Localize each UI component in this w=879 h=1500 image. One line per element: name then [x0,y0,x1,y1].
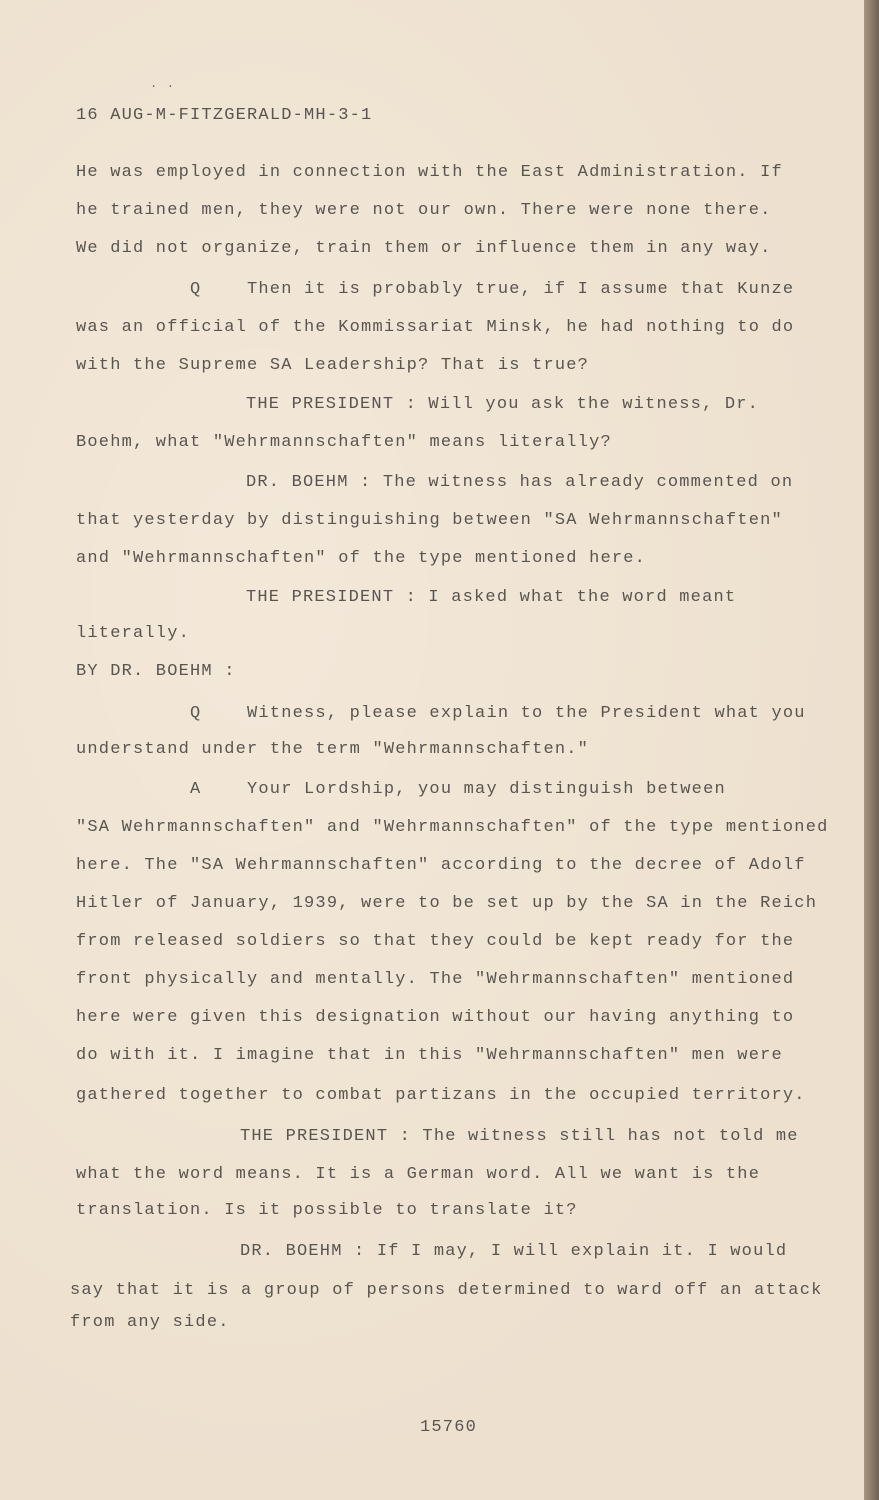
text-line: "SA Wehrmannschaften" and "Wehrmannschaften" of the type mentioned [76,818,829,837]
text-line: front physically and mentally. The "Wehrmannschaften" mentioned [76,970,795,989]
page-header: 16 AUG-M-FITZGERALD-MH-3-1 [76,106,373,125]
text-line: from released soldiers so that they could be kept ready for the [76,932,795,951]
text-line: THE PRESIDENT : I asked what the word meant [246,588,737,607]
text-line: do with it. I imagine that in this "Wehrmannschaften" men were [76,1046,783,1065]
text-line: that yesterday by distinguishing between "SA Wehrmannschaften" [76,511,783,530]
text-line: understand under the term "Wehrmannschaften." [76,740,590,759]
text-line: here. The "SA Wehrmannschaften" according to the decree of Adolf [76,856,806,875]
text-line: THE PRESIDENT : The witness still has not told me [240,1127,799,1146]
text-line: translation. Is it possible to translate it? [76,1201,578,1220]
text-line: he trained men, they were not our own. There were none there. [76,201,772,220]
text-line: A Your Lordship, you may distinguish between [190,780,726,799]
text-line: what the word means. It is a German word. All we want is the [76,1165,761,1184]
text-line: and "Wehrmannschaften" of the type mentioned here. [76,549,647,568]
text-line: from any side. [70,1313,230,1332]
text-line: say that it is a group of persons determined to ward off an attack [70,1281,823,1300]
text-line: DR. BOEHM : If I may, I will explain it. I would [240,1242,788,1261]
text-line: Q Then it is probably true, if I assume that Kunze [190,280,795,299]
text-line: Hitler of January, 1939, were to be set up by the SA in the Reich [76,894,818,913]
text-line: gathered together to combat partizans in the occupied territory. [76,1086,806,1105]
text-line: was an official of the Kommissariat Minsk, he had nothing to do [76,318,795,337]
text-line: THE PRESIDENT : Will you ask the witness, Dr. [246,395,760,414]
text-line: DR. BOEHM : The witness has already commented on [246,473,794,492]
page-edge [864,0,879,1500]
text-line: We did not organize, train them or influence them in any way. [76,239,772,258]
text-line: He was employed in connection with the East Administration. If [76,163,783,182]
page-number: 15760 [420,1418,478,1437]
text-line: Boehm, what "Wehrmannschaften" means literally? [76,433,612,452]
text-line: BY DR. BOEHM : [76,662,236,681]
text-line: literally. [76,624,191,643]
text-line: with the Supreme SA Leadership? That is true? [76,356,590,375]
page-marks: . . [150,77,176,91]
text-line: here were given this designation without our having anything to [76,1008,795,1027]
text-line: Q Witness, please explain to the President what you [190,704,806,723]
